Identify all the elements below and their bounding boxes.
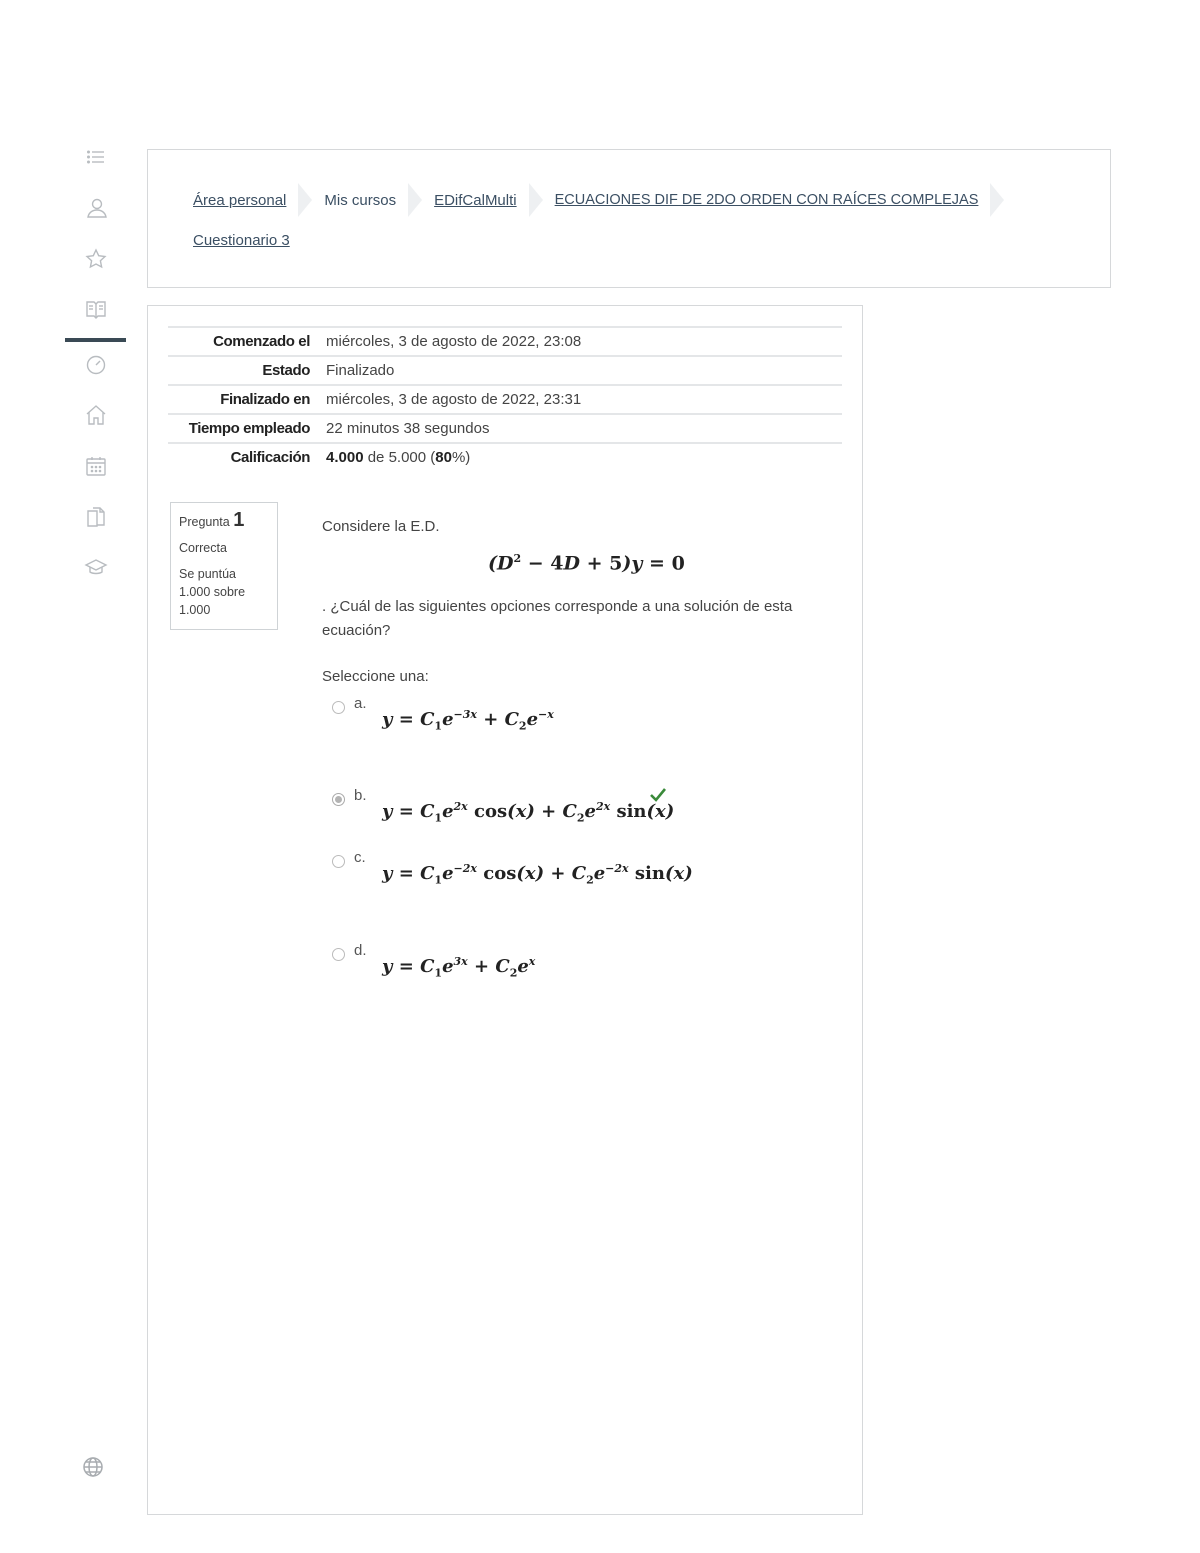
menu-icon[interactable]: [84, 145, 108, 169]
grade-percent: 80: [435, 449, 452, 466]
table-row: [168, 414, 842, 443]
option-a-radio[interactable]: [332, 701, 345, 714]
calendar-icon[interactable]: [84, 454, 108, 478]
graduation-icon[interactable]: [84, 555, 108, 579]
table-row: [168, 385, 842, 414]
option-d-formula: $y = C_1e^{3x} + C_2e^x$: [382, 955, 536, 980]
breadcrumb-card: [147, 149, 1111, 288]
attempt-summary-table: [168, 326, 842, 471]
option-a-formula: $y = C_1e^{-3x} + C_2e^{-x}$: [382, 708, 554, 733]
breadcrumb-course[interactable]: EDifCalMulti: [434, 191, 517, 209]
option-a-letter: a.: [354, 695, 367, 712]
question-text: [322, 515, 822, 539]
question-info-box: [170, 502, 278, 630]
table-row: [168, 443, 842, 471]
checkmark-icon: [650, 788, 666, 802]
dashboard-icon[interactable]: [84, 352, 108, 376]
option-c-radio[interactable]: [332, 855, 345, 868]
select-one-label: Seleccione una:: [322, 668, 429, 685]
chevron-right-icon: [298, 183, 312, 217]
option-b-formula: $y = C_1e^{2x}$ $\cos(x) + C_2e^{2x}$ sin(x): [382, 800, 675, 825]
question-number: [179, 511, 269, 531]
question-prompt: . ¿Cuál de las siguientes opciones corresponde a una solución de esta ecuación?: [322, 598, 793, 639]
option-c-letter: c.: [354, 849, 366, 866]
question-score: Se puntúa 1.000 sobre 1.000: [179, 567, 246, 617]
summary-value: Finalizado: [318, 356, 842, 385]
grade-of: de 5.000 (: [363, 449, 436, 466]
option-c-formula: $y = C_1e^{-2x}$ $\cos(x) + C_2e^{-2x}$ sin(x): [382, 862, 693, 887]
breadcrumb-section[interactable]: ECUACIONES DIF DE 2DO ORDEN CON RAÍCES COMPLEJAS: [554, 192, 979, 208]
option-d-radio[interactable]: [332, 948, 345, 961]
breadcrumb-area-personal[interactable]: Área personal: [193, 191, 287, 209]
summary-value: miércoles, 3 de agosto de 2022, 23:31: [318, 385, 842, 414]
table-row: [168, 356, 842, 385]
summary-key: Calificación: [168, 443, 318, 471]
table-row: [168, 327, 842, 356]
question-status: Correcta: [179, 541, 227, 555]
question-number-value: 1: [233, 509, 245, 531]
option-b-radio[interactable]: [332, 793, 345, 806]
summary-key: Comenzado el: [168, 327, 318, 356]
summary-key: Finalizado en: [168, 385, 318, 414]
left-nav-rail: [60, 140, 130, 1500]
breadcrumb: [193, 186, 1016, 214]
summary-key: Estado: [168, 356, 318, 385]
equation-formula: $(D^2 - 4D + 5)y = 0$: [488, 552, 685, 575]
option-b-letter: b.: [354, 787, 367, 804]
question-intro: Considere la E.D.: [322, 518, 440, 535]
chevron-right-icon: [408, 183, 422, 217]
grade-end: %): [451, 449, 471, 466]
chevron-right-icon: [990, 183, 1004, 217]
user-icon[interactable]: [84, 196, 108, 220]
option-d-letter: d.: [354, 942, 367, 959]
question-label: Pregunta: [179, 515, 230, 529]
home-icon[interactable]: [84, 403, 108, 427]
summary-value: [318, 443, 842, 471]
book-icon[interactable]: [84, 297, 108, 321]
chevron-right-icon: [529, 183, 543, 217]
summary-value: 22 minutos 38 segundos: [318, 414, 842, 443]
files-icon[interactable]: [84, 505, 108, 529]
grade-value: 4.000: [326, 449, 364, 466]
breadcrumb-quiz[interactable]: Cuestionario 3: [193, 232, 290, 249]
summary-value: miércoles, 3 de agosto de 2022, 23:08: [318, 327, 842, 356]
star-icon[interactable]: [84, 247, 108, 271]
summary-key: Tiempo empleado: [168, 414, 318, 443]
globe-icon[interactable]: [82, 1456, 104, 1478]
quiz-review-card: [147, 305, 863, 1515]
breadcrumb-mis-cursos: Mis cursos: [324, 191, 397, 209]
active-indicator: [65, 338, 126, 342]
